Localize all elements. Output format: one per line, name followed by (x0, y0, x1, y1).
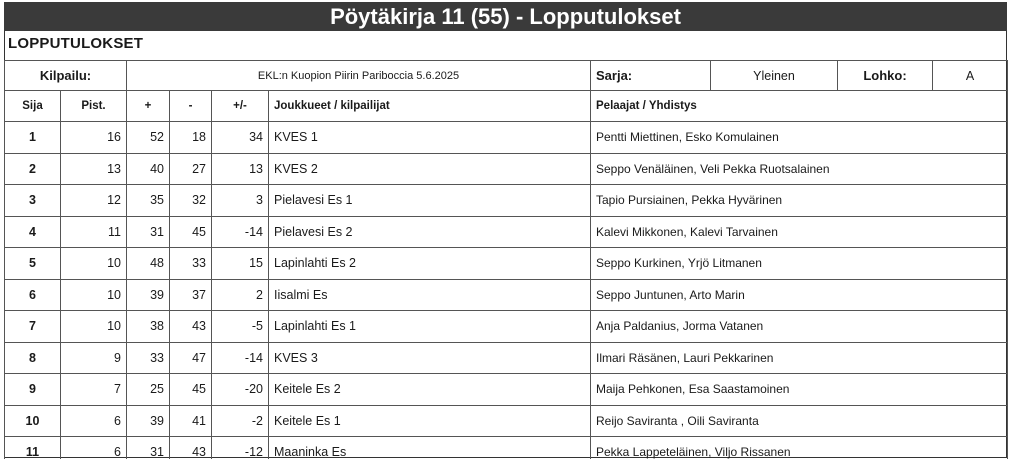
table-row (5, 374, 1008, 406)
minus-cell: 18 (170, 122, 212, 154)
points-cell: 13 (61, 153, 127, 185)
team-cell: Keitele Es 1 (269, 405, 591, 437)
rank-cell: 9 (5, 374, 61, 406)
table-row (5, 153, 1008, 185)
lohko-value: A (933, 61, 1008, 91)
minus-cell: 43 (170, 311, 212, 343)
plus-cell: 40 (127, 153, 170, 185)
players-cell: Ilmari Räsänen, Lauri Pekkarinen (591, 342, 1008, 374)
minus-cell: 45 (170, 216, 212, 248)
minus-cell: 47 (170, 342, 212, 374)
players-cell: Maija Pehkonen, Esa Saastamoinen (591, 374, 1008, 406)
diff-cell: 2 (212, 279, 269, 311)
rank-cell: 10 (5, 405, 61, 437)
minus-cell: 32 (170, 185, 212, 217)
team-cell: Lapinlahti Es 1 (269, 311, 591, 343)
kilpailu-label: Kilpailu: (5, 61, 127, 91)
plus-cell: 52 (127, 122, 170, 154)
plus-cell: 31 (127, 216, 170, 248)
header-teams: Joukkueet / kilpailijat (269, 91, 591, 122)
rank-cell: 7 (5, 311, 61, 343)
team-cell: Keitele Es 2 (269, 374, 591, 406)
players-cell: Seppo Venäläinen, Veli Pekka Ruotsalainen (591, 153, 1008, 185)
plus-cell: 35 (127, 185, 170, 217)
points-cell: 6 (61, 437, 127, 459)
table-row (5, 248, 1008, 280)
kilpailu-value: EKL:n Kuopion Piirin Pariboccia 5.6.2025 (127, 61, 591, 91)
table-row (5, 122, 1008, 154)
competition-info-row (5, 61, 1008, 91)
diff-cell: -2 (212, 405, 269, 437)
points-cell: 16 (61, 122, 127, 154)
rank-cell: 1 (5, 122, 61, 154)
players-cell: Seppo Juntunen, Arto Marin (591, 279, 1008, 311)
points-cell: 9 (61, 342, 127, 374)
team-cell: Pielavesi Es 2 (269, 216, 591, 248)
team-cell: Maaninka Es (269, 437, 591, 459)
players-cell: Seppo Kurkinen, Yrjö Litmanen (591, 248, 1008, 280)
rank-cell: 3 (5, 185, 61, 217)
diff-cell: -12 (212, 437, 269, 459)
players-cell: Anja Paldanius, Jorma Vatanen (591, 311, 1008, 343)
rank-cell: 8 (5, 342, 61, 374)
players-cell: Reijo Saviranta , Oili Saviranta (591, 405, 1008, 437)
results-body (5, 61, 1008, 459)
diff-cell: 3 (212, 185, 269, 217)
plus-cell: 38 (127, 311, 170, 343)
plus-cell: 48 (127, 248, 170, 280)
minus-cell: 33 (170, 248, 212, 280)
plus-cell: 33 (127, 342, 170, 374)
minus-cell: 41 (170, 405, 212, 437)
section-title: LOPPUTULOKSET (8, 35, 144, 52)
points-cell: 10 (61, 279, 127, 311)
header-diff: +/- (212, 91, 269, 122)
team-cell: Lapinlahti Es 2 (269, 248, 591, 280)
header-pist: Pist. (61, 91, 127, 122)
players-cell: Tapio Pursiainen, Pekka Hyvärinen (591, 185, 1008, 217)
header-sija: Sija (5, 91, 61, 122)
diff-cell: 13 (212, 153, 269, 185)
table-row (5, 185, 1008, 217)
points-cell: 12 (61, 185, 127, 217)
rank-cell: 5 (5, 248, 61, 280)
minus-cell: 43 (170, 437, 212, 459)
diff-cell: -20 (212, 374, 269, 406)
minus-cell: 37 (170, 279, 212, 311)
team-cell: KVES 3 (269, 342, 591, 374)
team-cell: KVES 1 (269, 122, 591, 154)
sarja-label: Sarja: (591, 61, 711, 91)
header-players: Pelaajat / Yhdistys (591, 91, 1008, 122)
table-row (5, 437, 1008, 459)
diff-cell: -5 (212, 311, 269, 343)
players-cell: Pekka Lappeteläinen, Viljo Rissanen (591, 437, 1008, 459)
players-cell: Pentti Miettinen, Esko Komulainen (591, 122, 1008, 154)
plus-cell: 39 (127, 405, 170, 437)
diff-cell: -14 (212, 216, 269, 248)
plus-cell: 39 (127, 279, 170, 311)
rank-cell: 11 (5, 437, 61, 459)
header-minus: - (170, 91, 212, 122)
table-row (5, 279, 1008, 311)
results-table (4, 60, 1008, 459)
team-cell: KVES 2 (269, 153, 591, 185)
points-cell: 10 (61, 248, 127, 280)
team-cell: Pielavesi Es 1 (269, 185, 591, 217)
page-title: Pöytäkirja 11 (55) - Lopputulokset (4, 2, 1007, 31)
table-row (5, 405, 1008, 437)
minus-cell: 27 (170, 153, 212, 185)
points-cell: 7 (61, 374, 127, 406)
table-row (5, 311, 1008, 343)
lohko-label: Lohko: (838, 61, 933, 91)
plus-cell: 31 (127, 437, 170, 459)
points-cell: 6 (61, 405, 127, 437)
players-cell: Kalevi Mikkonen, Kalevi Tarvainen (591, 216, 1008, 248)
table-row (5, 342, 1008, 374)
diff-cell: 15 (212, 248, 269, 280)
team-cell: Iisalmi Es (269, 279, 591, 311)
table-row (5, 216, 1008, 248)
rank-cell: 2 (5, 153, 61, 185)
header-plus: + (127, 91, 170, 122)
diff-cell: -14 (212, 342, 269, 374)
sarja-value: Yleinen (711, 61, 838, 91)
rank-cell: 6 (5, 279, 61, 311)
plus-cell: 25 (127, 374, 170, 406)
rank-cell: 4 (5, 216, 61, 248)
diff-cell: 34 (212, 122, 269, 154)
column-header-row (5, 91, 1008, 122)
points-cell: 10 (61, 311, 127, 343)
minus-cell: 45 (170, 374, 212, 406)
points-cell: 11 (61, 216, 127, 248)
